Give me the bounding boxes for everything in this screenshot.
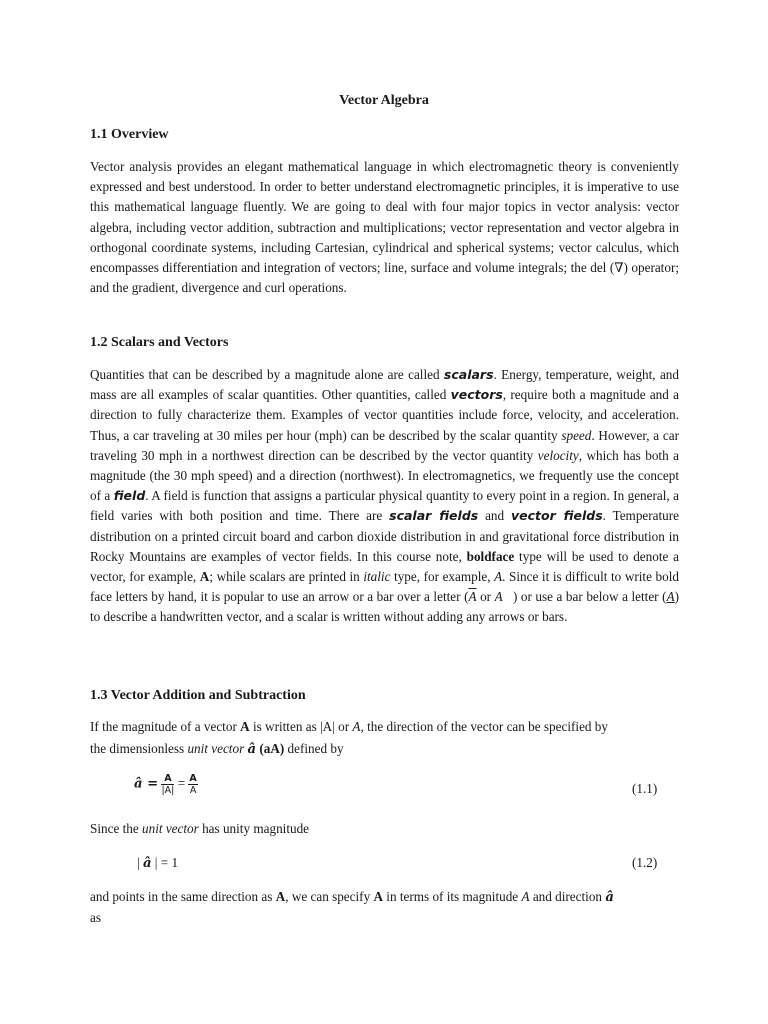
term-vectors: vectors [450,387,503,403]
term-scalars: scalars [443,367,494,382]
section-heading-overview: 1.1 Overview [90,127,169,142]
arrow-over-a: A⃗ [494,589,513,605]
section-heading-scalars-vectors: 1.2 Scalars and Vectors [90,335,229,350]
equation-1-1: â = $\frac{A}{|A|}$ = $\frac{A}{A}$ [134,773,197,796]
term-field: field [113,488,146,504]
term-vector-fields: vector fields [510,508,603,524]
term-scalar-fields: scalar fields [389,508,479,524]
section-heading-vector-addition: 1.3 Vector Addition and Subtraction [90,688,306,703]
fraction-a-over-abs-a: $\frac{A}{|A|}$ [161,773,175,796]
equation-number-1-1: (1.1) [632,781,658,796]
equation-1-2: | â | = 1 [137,855,179,871]
unity-magnitude-line: Since the unit vector has unity magnitude [90,821,310,836]
direction-line: and points in the same direction as A, we can specify A in terms of its magnitude A and direction â [90,889,614,905]
overview-paragraph: Vector analysis provides an elegant mathematical language in which electromagnetic theory is conveniently expressed and best understood. In order to better understand electromagnetic principles, it is imperative to use this mathematical language fluently. We are going to deal with four major topics in vector analysis: vector algebra, including vector addition, subtraction and multiplications; vector representation and vector algebra in orthogonal coordinate systems, including Cartesian, cylindrical and spherical systems; vector calculus, which encompasses differentiation and integration of vectors; line, surface and volume integrals; the del (∇) operator; and the gradient, divergence and curl operations. [90,159,679,296]
fraction-a-over-a: $\frac{A}{A}$ [189,773,197,796]
as-line: as [90,910,101,925]
abs-a: |A| [320,719,335,734]
bar-under-a: A [666,589,675,605]
equation-number-1-2: (1.2) [632,855,658,870]
unit-vector-line: the dimensionless unit vector â (aA) defined by [90,741,344,757]
scalars-vectors-paragraph: Quantities that can be described by a magnitude alone are called scalars. Energy, temperature, weight, and mass are all examples of scalar quantities. Other quantities, called vectors, require both a magnitude and a direction to fully characterize them. Examples of vector quantities include force, velocity, and acceleration. Thus, a car traveling at 30 miles per hour (mph) can be described by the scalar quantity speed. However, a car traveling 30 mph in a northwest direction can be described by the vector quantity velocity, which has both a magnitude (the 30 mph speed) and a direction (northwest). In electromagnetics, we frequently use the concept of a field. A field is function that assigns a particular physical quantity to every point in a region. In general, a field varies with both position and time. There are scalar fields and vector fields. Temperature distribution on a printed circuit board and carbon dioxide distribution in and gravitational force distribution in Rocky Mountains are examples of vector fields. In this course note, boldface type will be used to denote a vector, for example, A; while scalars are printed in italic type, for example, A. Since it is difficult to write bold face letters by hand, it is popular to use an arrow or a bar over a letter ($\overline{A}$ or A⃗) or use a bar below a letter (A) to describe a handwritten vector, and a scalar is written without adding any arrows or bars. [90,367,680,625]
magnitude-line: If the magnitude of a vector A is written as |A| or A, the direction of the vector can be specified by [90,719,608,734]
document-title: Vector Algebra [339,93,429,108]
bar-over-a: $\overline{A}$ [468,589,477,605]
